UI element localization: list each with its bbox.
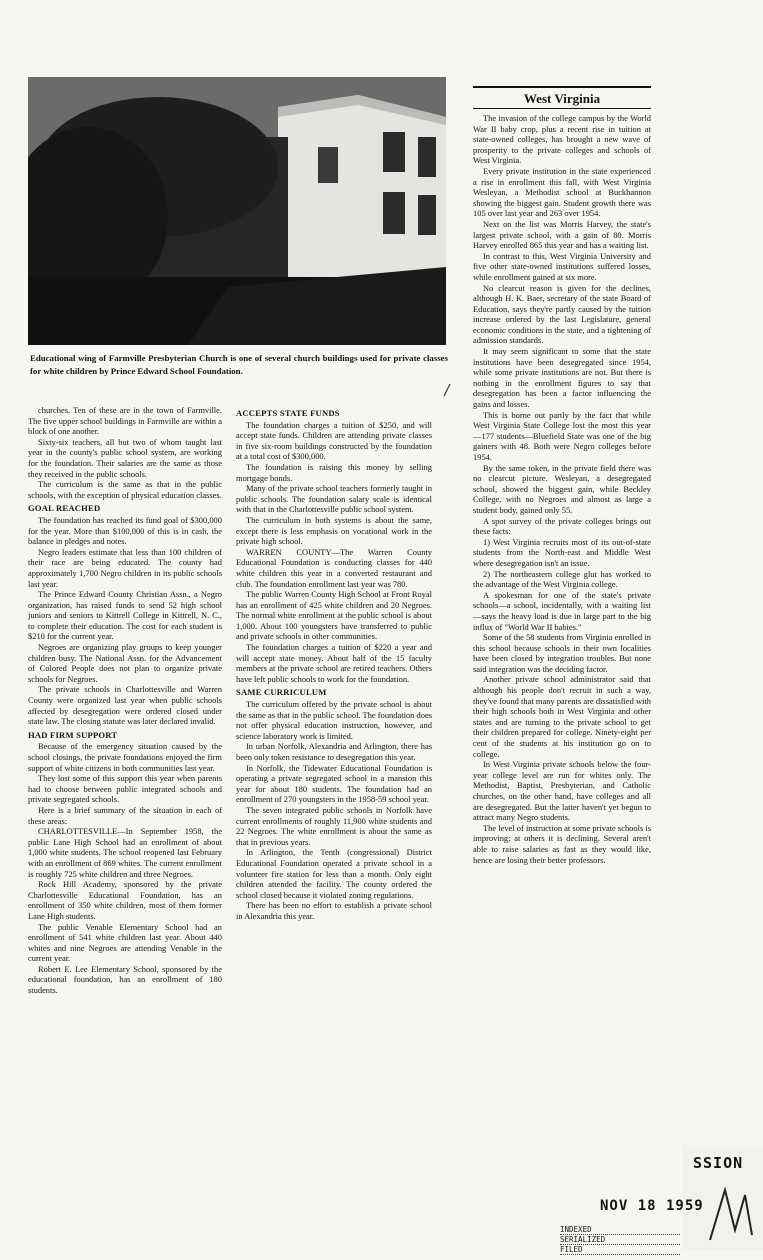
paragraph: Rock Hill Academy, sponsored by the private Charlottesville Educational Foundation, has an enrollment of 350 white children, most of them former Lane High students. (28, 879, 222, 921)
paragraph: Sixty-six teachers, all but two of whom taught last year in the county's public school system, are working for the foundation. Their salaries are the same as those they received in the public schools. (28, 436, 222, 479)
paragraph: In urban Norfolk, Alexandria and Arlington, there has been only token resistance to desegregation this year. (236, 741, 432, 762)
paragraph: Many of the private school teachers formerly taught in public schools. The foundation salary scale is identical with that in the Charlottesville public school system. (236, 483, 432, 515)
paragraph: The curriculum is the same as that in the public schools, with the exception of physical education classes. (28, 479, 222, 500)
paragraph: The Prince Edward County Christian Assn., a Negro organization, has raised funds to send 52 high school juniors and seniors to Kittrell College in Kittrell, N. C., to complete their education. The cost for each student is $210 for the current year. (28, 589, 222, 642)
paragraph: The foundation has reached its fund goal of $300,000 for the year. More than $100,000 of this is in cash, the balance in pledges and notes. (28, 514, 222, 547)
paragraph: Next on the list was Morris Harvey, the state's largest private school, with a gain of 80. Morris Harvey enrolled 865 this year and has a waiting list. (473, 218, 651, 251)
paragraph: In Norfolk, the Tidewater Educational Foundation is operating a private segregated school in a mansion this year for about 180 students. The foundation had an enrollment of 270 youngsters in the 1958-59 school year. (236, 762, 432, 805)
paragraph: Because of the emergency situation caused by the school closings, the private foundations enjoyed the firm support of white citizens in both communities last year. (28, 741, 222, 773)
paragraph: The public Venable Elementary School had an enrollment of 541 white children last year. About 440 whites and nine Negroes are attending Venable in the current year. (28, 921, 222, 964)
paragraph: The level of instruction at some private schools is improving; at others it is declining. Several aren't able to raise salaries as fast as they would like, hence are losing their better professors. (473, 822, 651, 865)
paragraph: No clearcut reason is given for the declines, although H. K. Baer, secretary of the state Board of Education, says they're partly caused by the tuition increase ordered by the last Legislature, general economic conditions in the state, and a tightening of admission standards. (473, 282, 651, 346)
handwritten-initials-mark (700, 1180, 760, 1250)
paragraph: CHARLOTTESVILLE—In September 1958, the public Lane High School had an enrollment of about 1,000 white students. The school reopened last February with an enrollment of 869 whites. The current enrollment is roughly 725 white children and three Negroes. (28, 826, 222, 879)
paragraph: There has been no effort to establish a private school in Alexandria this year. (236, 900, 432, 921)
paragraph: The invasion of the college campus by the World War II baby crop, plus a recent rise in tuition at state-owned colleges, has brought a new wave of prosperity to the private colleges and schools of West Virginia. (473, 113, 651, 166)
paragraph: 2) The northeastern college glut has worked to the advantage of the West Virginia college. (473, 568, 651, 590)
article-column-3 (473, 113, 651, 865)
paragraph: Negroes are organizing play groups to keep younger children busy. The National Assn. for the Advancement of Colored People does not plan to organize private schools for Negroes. (28, 642, 222, 684)
filed-label: FILED (560, 1245, 680, 1255)
subheading: GOAL REACHED (28, 503, 101, 514)
paragraph: 1) West Virginia recruits most of its out-of-state students from the North-east and Middle West where desegregation isn't an issue. (473, 536, 651, 568)
paragraph: The public Warren County High School at Front Royal has an enrollment of 425 white children and 20 Negroes. The normal white enrollment at the public school is about 1,000. About 100 youngsters have transferred to public and private schools in other communities. (236, 589, 432, 642)
paragraph: The foundation charges a tuition of $220 a year and will accept state money. About half of the 15 faculty members at the private school are retired teachers. Others have left public schools to work for the foundation. (236, 642, 432, 684)
paragraph: Negro leaders estimate that less than 100 children of their race are being educated. The county had approximately 1,700 Negro children in its public schools last year. (28, 546, 222, 589)
indexed-label: INDEXED (560, 1225, 680, 1235)
subheading: HAD FIRM SUPPORT (28, 729, 118, 740)
subheading: ACCEPTS STATE FUNDS (236, 408, 340, 418)
paragraph: It may seem significant to some that the state institutions have been desegregated since 1954, while some private institutions are not. But there is nothing in the enrollment figures to say that desegregation has been a factor influencing the gains and losses. (473, 346, 651, 410)
subheading: SAME CURRICULUM (236, 687, 327, 698)
section-rule-lower (473, 108, 651, 109)
paragraph: Here is a brief summary of the situation in each of these areas: (28, 804, 222, 826)
paragraph: A spot survey of the private colleges brings out these facts: (473, 515, 651, 537)
pencil-mark (440, 380, 460, 400)
article-column-2 (236, 405, 432, 922)
paragraph: Another private school administrator said that although his people don't recruit in such a way, they've found that many parents are dissatisfied with their high schools both in West Virginia and other states and are turning to the private school to get their children prepared for college. Ninety-eight per cent of the students at his institution go on to college. (473, 674, 651, 759)
paragraph: Every private institution in the state experienced a rise in enrollment this fall, with West Virginia Wesleyan, a Methodist school at Buckhannon showing the biggest gain. Student growth there was 105 over last year and 263 over 1954. (473, 165, 651, 219)
paragraph: In contrast to this, West Virginia University and five other state-owned institutions suffered losses, while enrollment gained at six more. (473, 250, 651, 282)
paragraph: They lost some of this support this year when parents had to choose between public integrated schools and private segregated schools. (28, 773, 222, 805)
stamp-word: SSION (693, 1154, 744, 1172)
paragraph: The foundation charges a tuition of $250, and will accept state funds. Children are attending private classes in five six-room buildings constructed by the foundation at a total cost of $300,000. (236, 419, 432, 462)
church-building-image (28, 77, 446, 345)
paragraph: The curriculum in both systems is about the same, except there is less emphasis on vocational work in the private high school. (236, 514, 432, 547)
date-stamp: NOV 18 1959 (600, 1198, 704, 1214)
paragraph: churches. Ten of these are in the town of Farmville. The five upper school buildings in Farmville are within a block of one another. (28, 405, 222, 437)
paragraph: In Arlington, the Tenth (congressional) District Educational Foundation operated a private school in a volunteer fire station for less than a month. Only eight children attended the facility. The county ordered the school closed because it violated zoning regulations. (236, 847, 432, 900)
paragraph: By the same token, in the private field there was no clearcut picture. Wesleyan, a desegregated school, showed the biggest gain, while Beckley College, with no Negroes and almost as large a student body, gained only 55. (473, 462, 651, 515)
paragraph: The foundation is raising this money by selling mortgage bonds. (236, 461, 432, 483)
section-heading-west-virginia: West Virginia (523, 91, 601, 106)
photo-caption: Educational wing of Farmville Presbyterian Church is one of several church buildings used for private classes for white children by Prince Edward School Foundation. (30, 353, 448, 376)
paragraph: In West Virginia private schools below the four-year college level are run for whites only. The Methodist, Baptist, Presbyterian, and Catholic churches, on the other hand, have colleges and all are desegregated. But the latter haven't yet begun to attract many Negro students. (473, 759, 651, 823)
church-photo (28, 77, 446, 345)
paragraph: This is borne out partly by the fact that while West Virginia State College lost the most this year—177 students—Bluefield State was one of the big gainers with 48. Both were Negro colleges before 1954. (473, 409, 651, 462)
paragraph: The curriculum offered by the private school is about the same as that in the public school. The foundation does not offer physical education instruction, however, and science laboratory work is limited. (236, 699, 432, 741)
index-stamp (560, 1225, 680, 1255)
paragraph: Some of the 58 students from Virginia enrolled in this school because schools in their own localities have been closed by integration troubles. But none said integration was the deciding factor. (473, 632, 651, 674)
paragraph: WARREN COUNTY—The Warren County Educational Foundation is conducting classes for 440 white children this year in a converted restaurant and club. The foundation enrollment last year was 780. (236, 546, 432, 589)
paragraph: The seven integrated public schools in Norfolk have current enrollments of roughly 11,900 white students and 22 Negroes. The white enrollment is about the same as that in previous years. (236, 804, 432, 847)
section-rule (473, 86, 651, 88)
paragraph: A spokesman for one of the state's private schools—a school, incidentally, with a waiting list—says the heavy load is due in large part to the big influx of "World War II babies." (473, 589, 651, 632)
article-column-1 (28, 405, 222, 996)
paragraph: The private schools in Charlottesville and Warren County were organized last year when public schools affected by desegregation were ordered closed under state law. The closing statute was later declared invalid. (28, 684, 222, 727)
paragraph: Robert E. Lee Elementary School, sponsored by the educational foundation, has an enrollment of 180 students. (28, 963, 222, 996)
serialized-label: SERIALIZED (560, 1235, 680, 1245)
